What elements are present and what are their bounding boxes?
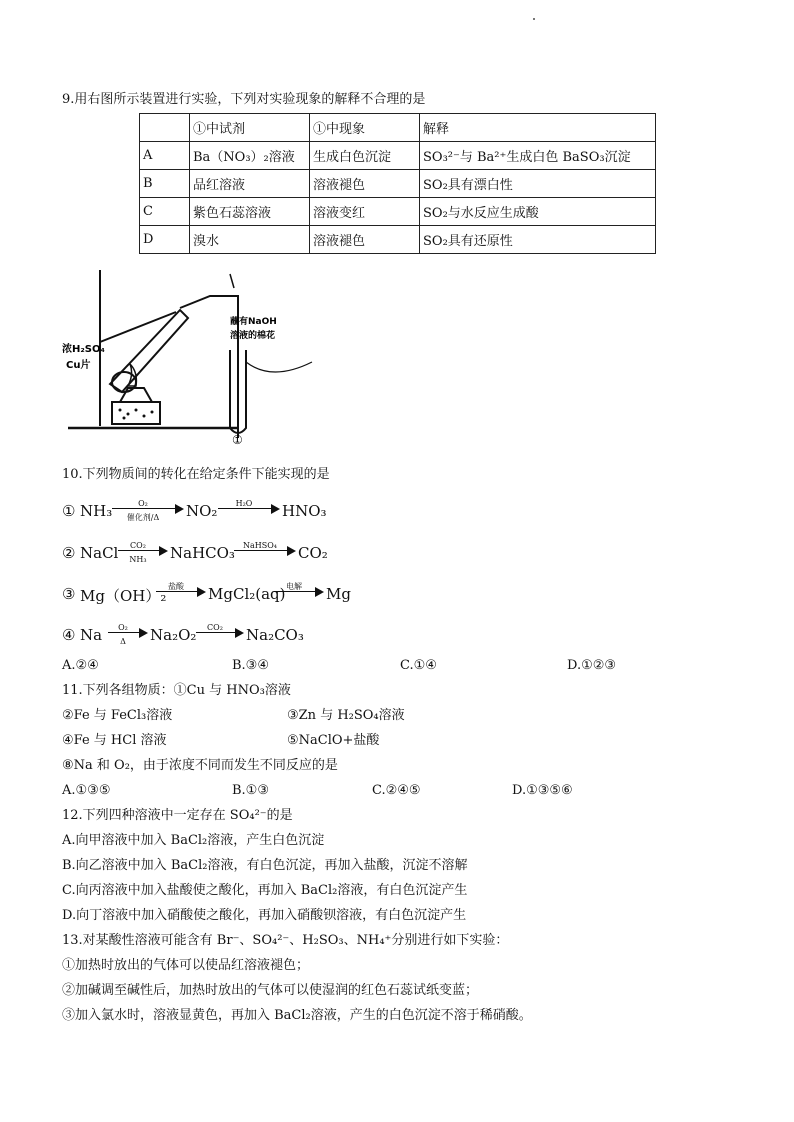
reaction-num: ① — [62, 502, 76, 520]
intermediate: MgCl₂(aq) — [208, 585, 286, 603]
arrow-condition-top: CO₂ — [207, 623, 223, 632]
table-header-cell — [140, 114, 190, 142]
intermediate: NO₂ — [186, 502, 218, 520]
label-cotton-1: 蘸有NaOH — [230, 317, 277, 327]
table-cell: 溶液变红 — [310, 198, 420, 226]
table-row — [140, 226, 656, 254]
q11-option-a[interactable]: A.①③⑤ — [62, 783, 111, 798]
q11-item: ③Zn 与 H₂SO₄溶液 — [287, 708, 405, 723]
table-cell: 溴水 — [190, 226, 310, 254]
q13-step: ①加热时放出的气体可以使品红溶液褪色； — [62, 958, 310, 973]
arrow-condition-bottom: NH₃ — [129, 555, 147, 564]
q11-option-b[interactable]: B.①③ — [232, 783, 269, 798]
tube-tip — [230, 274, 234, 288]
reaction-arrow — [156, 577, 206, 607]
q12-option-a[interactable]: A.向甲溶液中加入 BaCl₂溶液，产生白色沉淀 — [62, 833, 325, 848]
label-cu: Cu片 — [66, 360, 91, 371]
table-cell: SO₂具有漂白性 — [420, 170, 656, 198]
reaction-num: ③ — [62, 585, 76, 603]
q10-option-a[interactable]: A.②④ — [62, 658, 99, 673]
q13-stem: 13.对某酸性溶液可能含有 Br⁻、SO₄²⁻、H₂SO₃、NH₄⁺分别进行如下实验： — [62, 933, 509, 948]
q10-option-b[interactable]: B.③④ — [232, 658, 269, 673]
arrow-condition-bottom: Δ — [120, 637, 126, 646]
label-cotton-2: 溶液的棉花 — [230, 331, 276, 341]
reaction-arrow — [196, 618, 244, 648]
reaction-arrow — [112, 494, 184, 524]
reaction-arrow — [234, 536, 296, 566]
product: Na₂CO₃ — [246, 626, 304, 644]
arrow-condition-top: 电解 — [286, 582, 302, 591]
q11-option-c[interactable]: C.②④⑤ — [372, 783, 421, 798]
q13-step: ②加碱调至碱性后，加热时放出的气体可以使湿润的红色石蕊试纸变蓝； — [62, 983, 479, 998]
arrow-condition-top: CO₂ — [130, 541, 146, 550]
table-cell: SO₃²⁻与 Ba²⁺生成白色 BaSO₃沉淀 — [420, 142, 656, 170]
reaction-num: ② — [62, 544, 76, 562]
arrow-condition-top: O₂ — [118, 623, 128, 632]
reactant: NH₃ — [80, 502, 113, 520]
table-cell: B — [140, 170, 190, 198]
intermediate: Na₂O₂ — [150, 626, 197, 644]
table-cell: 紫色石蕊溶液 — [190, 198, 310, 226]
table-header-cell: ①中试剂 — [190, 114, 310, 142]
q10-option-d[interactable]: D.①②③ — [567, 658, 617, 673]
reaction-num: ④ — [62, 626, 76, 644]
table-cell: SO₂具有还原性 — [420, 226, 656, 254]
q11-stem: 11.下列各组物质：①Cu 与 HNO₃溶液 — [62, 683, 291, 698]
table-cell: C — [140, 198, 190, 226]
q9-stem: 9.用右图所示装置进行实验，下列对实验现象的解释不合理的是 — [62, 92, 426, 107]
table-cell: 生成白色沉淀 — [310, 142, 420, 170]
product: CO₂ — [298, 544, 328, 562]
arrow-condition-top: H₂O — [235, 499, 253, 508]
q11-item: ⑧Na 和 O₂，由于浓度不同而发生不同反应的是 — [62, 758, 338, 773]
reactant: Na — [80, 626, 103, 644]
table-row — [140, 142, 656, 170]
product: Mg — [326, 585, 351, 603]
product: HNO₃ — [282, 502, 327, 520]
arrow-condition-top: O₂ — [138, 499, 148, 508]
q12-option-b[interactable]: B.向乙溶液中加入 BaCl₂溶液，有白色沉淀，再加入盐酸，沉淀不溶解 — [62, 858, 468, 873]
table-cell: SO₂与水反应生成酸 — [420, 198, 656, 226]
arrow-condition-top: NaHSO₄ — [243, 541, 277, 550]
reactant: NaCl — [80, 544, 119, 562]
table-header-cell: ①中现象 — [310, 114, 420, 142]
table-cell: D — [140, 226, 190, 254]
table-cell: Ba（NO₃）₂溶液 — [190, 142, 310, 170]
table-header-cell: 解释 — [420, 114, 656, 142]
q12-stem: 12.下列四种溶液中一定存在 SO₄²⁻的是 — [62, 808, 293, 823]
table-cell: 溶液褪色 — [310, 226, 420, 254]
q10-option-c[interactable]: C.①④ — [400, 658, 437, 673]
q11-item: ②Fe 与 FeCl₃溶液 — [62, 708, 173, 723]
reaction-arrow — [108, 618, 148, 648]
q11-item: ④Fe 与 HCl 溶液 — [62, 733, 167, 748]
arrow-condition-top: 盐酸 — [168, 582, 184, 591]
table-header-row — [140, 114, 656, 142]
table-cell: 溶液褪色 — [310, 170, 420, 198]
label-tube: ① — [232, 433, 243, 447]
apparatus-figure — [62, 266, 322, 448]
q9-table — [139, 113, 656, 254]
intermediate: NaHCO₃ — [170, 544, 235, 562]
page-mark-dot — [533, 18, 535, 20]
q12-option-c[interactable]: C.向丙溶液中加入盐酸使之酸化，再加入 BaCl₂溶液，有白色沉淀产生 — [62, 883, 468, 898]
heater-fill — [119, 409, 154, 420]
cotton-wire — [246, 362, 312, 372]
arrow-condition-bottom: 催化剂/Δ — [126, 513, 160, 522]
table-row — [140, 198, 656, 226]
reaction-arrow — [218, 494, 280, 524]
reaction-arrow — [118, 536, 168, 566]
q13-step: ③加入氯水时，溶液显黄色，再加入 BaCl₂溶液，产生的白色沉淀不溶于稀硝酸。 — [62, 1008, 532, 1023]
table-cell: 品红溶液 — [190, 170, 310, 198]
table-row — [140, 170, 656, 198]
reactant: Mg（OH）₂ — [80, 587, 167, 605]
q11-item: ⑤NaClO+盐酸 — [287, 733, 380, 748]
reaction-arrow — [274, 577, 324, 607]
table-cell: A — [140, 142, 190, 170]
q11-option-d[interactable]: D.①③⑤⑥ — [512, 783, 573, 798]
q12-option-d[interactable]: D.向丁溶液中加入硝酸使之酸化，再加入硝酸钡溶液，有白色沉淀产生 — [62, 908, 467, 923]
label-acid: 浓H₂SO₄ — [62, 344, 105, 355]
q10-stem: 10.下列物质间的转化在给定条件下能实现的是 — [62, 467, 330, 482]
